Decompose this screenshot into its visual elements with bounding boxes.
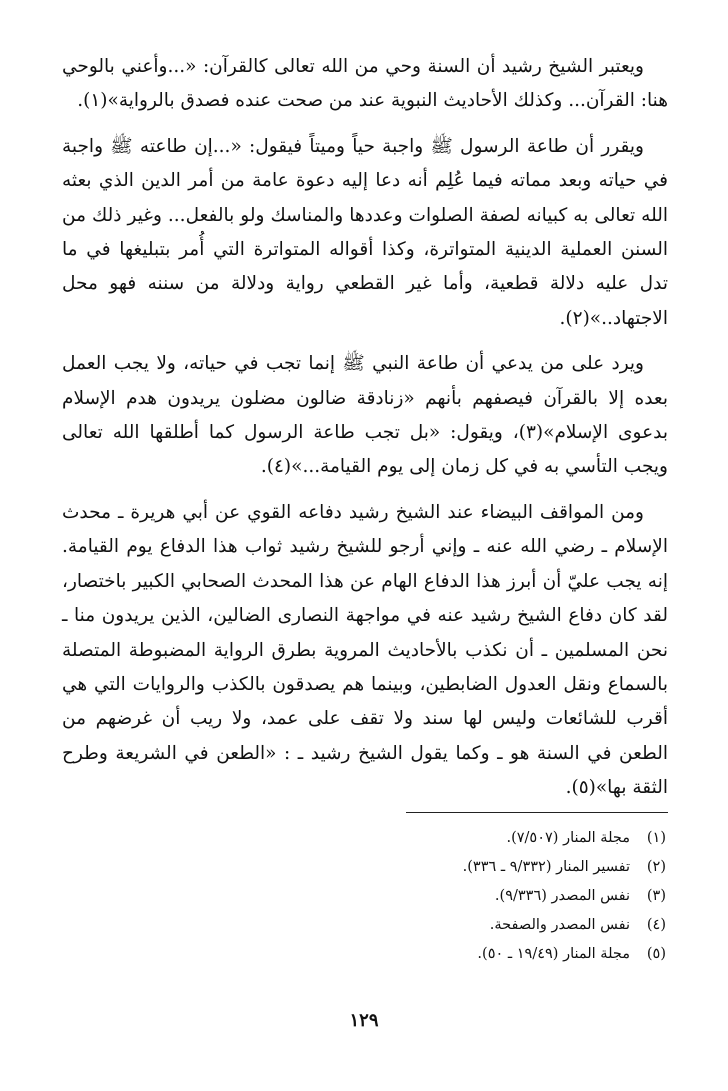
footnote-number: (١) xyxy=(646,830,666,846)
footnote-item xyxy=(62,940,666,969)
footnotes xyxy=(62,824,666,969)
footnote-number: (٥) xyxy=(646,946,666,962)
paragraph-revelation: ويعتبر الشيخ رشيد أن السنة وحي من الله تعالى كالقرآن: «...وأعني بالوحي هنا: القرآن... وكذلك الأحاديث النبوية عند من صحت عنده فصدق بالرواية»(١). xyxy=(62,56,668,112)
footnote-item xyxy=(62,824,666,853)
paragraph-rebuttal: ويرد على من يدعي أن طاعة النبي ﷺ إنما تجب في حياته، ولا يجب العمل بعده إلا بالقرآن فيصفهم بأنهم «زنادقة ضالون مضلون يريدون هدم الإسلام بدعوى الإسلام»(٣)، ويقول: «بل تجب طاعة الرسول كما أطلقها الله تعالى ويجب التأسي به في كل زمان إلى يوم القيامة...»(٤). xyxy=(62,353,668,478)
footnote-text: نفس المصدر والصفحة. xyxy=(489,917,630,933)
footnote-text: مجلة المنار (١٩/٤٩ ـ ٥٠). xyxy=(477,946,630,962)
footnote-text: تفسير المنار (٩/٣٣٢ ـ ٣٣٦). xyxy=(462,859,630,875)
footnote-divider xyxy=(406,812,668,813)
footnote-item xyxy=(62,911,666,940)
footnote-item xyxy=(62,853,666,882)
footnote-text: نفس المصدر (٩/٣٣٦). xyxy=(494,888,630,904)
footnote-number: (٤) xyxy=(646,917,666,933)
footnote-text: مجلة المنار (٧/٥٠٧). xyxy=(506,830,630,846)
footnote-item xyxy=(62,882,666,911)
paragraph-obedience: ويقرر أن طاعة الرسول ﷺ واجبة حياً وميتاً فيقول: «...إن طاعته ﷺ واجبة في حياته وبعد مماته فيما عُلِم أنه دعا إليه دعوة عامة من أمر الدين الذي بعثه الله تعالى به كبيانه لصفة الصلوات وعددها والمناسك ولو بالفعل... وغير ذلك من السنن العملية الدينية المتواترة، وكذا أقواله المتواترة التي أُمر بتبليغها في ما تدل عليه دلالة قطعية، وأما غير القطعي رواية ودلالة من سننه فهو محل الاجتهاد..»(٢). xyxy=(62,135,668,329)
footnote-number: (٣) xyxy=(646,888,666,904)
page-number: ١٢٩ xyxy=(349,1010,379,1031)
footnote-number: (٢) xyxy=(646,859,666,875)
paragraph-abu-hurairah: ومن المواقف البيضاء عند الشيخ رشيد دفاعه القوي عن أبي هريرة ـ محدث الإسلام ـ رضي الله عنه ـ وإني أرجو للشيخ رشيد ثواب هذا الدفاع يوم القيامة. إنه يجب عليّ أن أبرز هذا الدفاع الهام عن هذا المحدث الصحابي الكبير باختصار، لقد كان دفاع الشيخ رشيد عنه في مواجهة النصارى الضالين، الذين يريدون منا ـ نحن المسلمين ـ أن نكذب بالأحاديث المروية بطرق الرواية المضبوطة المتصلة بالسماع ونقل العدول الضابطين، وبينما هم يصدقون بالكذب والروايات التي هي أقرب للشائعات وليس لها سند ولا تقف على عمد، ولا ريب أن غرضهم من الطعن في السنة هو ـ وكما يقول الشيخ رشيد ـ : «الطعن في الشريعة وطرح الثقة بها»(٥). xyxy=(62,501,668,799)
